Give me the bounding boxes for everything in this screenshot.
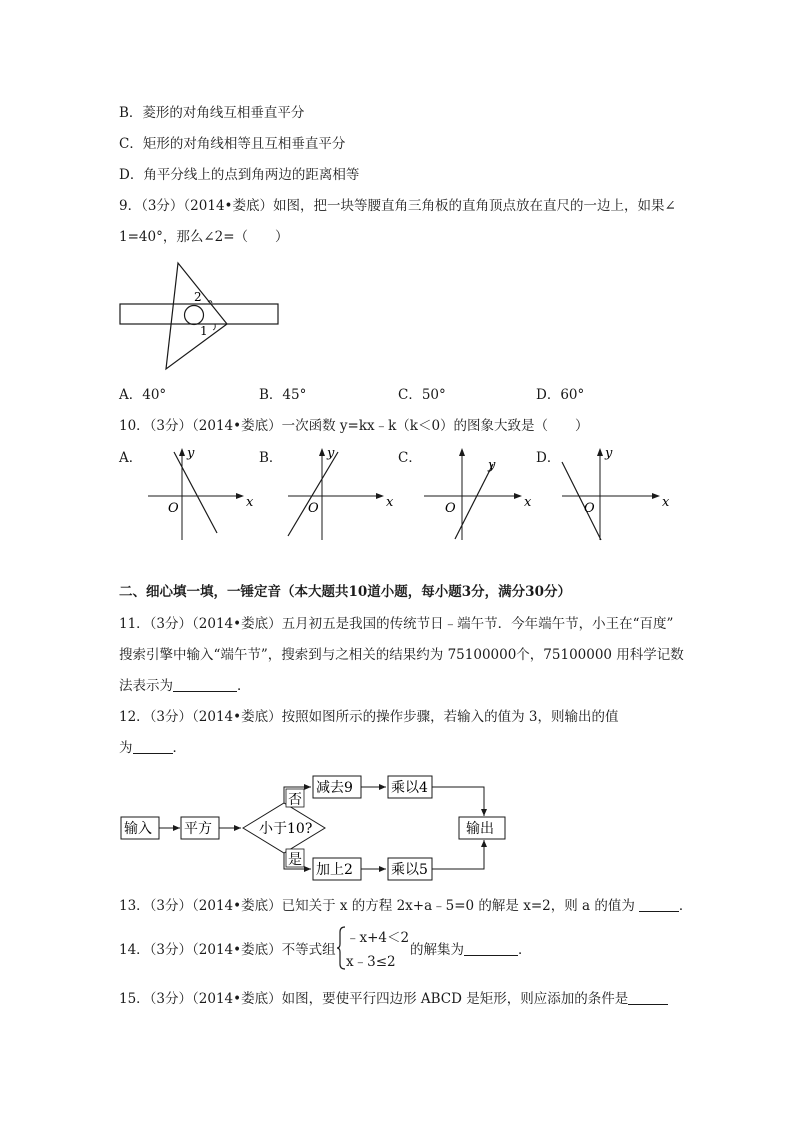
q10-option-a-label: A． <box>119 450 143 466</box>
q11-answer-blank <box>173 677 237 692</box>
q11-line3-end: ． <box>237 678 251 694</box>
q9-stem-line2: 1=40°，那么∠2=（ ） <box>119 229 289 245</box>
flow-times5-text: 乘以5 <box>391 862 428 878</box>
q14-suffix-text: 的解集为 <box>410 942 464 958</box>
x-axis-label: x <box>386 495 394 510</box>
q8-option-c: C．矩形的对角线相等且互相垂直平分 <box>119 136 346 152</box>
q15-text: 15．（3分）（2014•娄底）如图，要使平行四边形 ABCD 是矩形，则应添加的条件是 <box>119 991 629 1007</box>
q9-ruler-triangle-figure <box>110 255 300 380</box>
x-axis-arrow <box>236 493 244 499</box>
y-axis-arrow <box>597 448 603 456</box>
q11-stem-line3 <box>119 677 251 695</box>
x-axis-label: x <box>524 495 532 510</box>
flow-plus2-text: 加上2 <box>316 862 353 878</box>
q12-line2-text: 为 <box>119 740 133 756</box>
x-axis-arrow <box>514 493 522 499</box>
q12-stem-line2 <box>119 739 186 757</box>
flow-no-label: 否 <box>288 792 302 808</box>
flow-arrow-times4-output <box>432 787 484 816</box>
q14-inequality-system <box>336 924 408 972</box>
q9-stem-line1: 9．（3分）（2014•娄底）如图，把一块等腰直角三角板的直角顶点放在直尺的一边上，如果∠ <box>119 198 676 214</box>
q8-option-b: B．菱形的对角线互相垂直平分 <box>119 105 305 121</box>
flow-input-text: 输入 <box>124 821 152 837</box>
y-axis-arrow <box>319 448 325 456</box>
flow-arrow-times5-output <box>432 840 484 869</box>
q12-stem-line1: 12．（3分）（2014•娄底）按照如图所示的操作步骤，若输入的值为 3，则输出的值 <box>119 709 619 725</box>
origin-label: O <box>445 501 456 516</box>
q11-stem-line2: 搜索引擎中输入“端午节”，搜索到与之相关的结果约为 75100000个，75100000 用科学记数 <box>119 647 684 663</box>
set-square-hole <box>185 306 204 325</box>
q10-option-d-label: D． <box>536 450 561 466</box>
q14-inequality-1: ﹣x+4＜2 <box>346 930 410 946</box>
function-line <box>455 464 493 539</box>
q14-brace <box>336 926 346 970</box>
q13-stem <box>119 897 692 915</box>
q13-end: ． <box>678 898 693 914</box>
q12-answer-blank <box>133 739 173 754</box>
q10-graph-a <box>140 440 265 545</box>
set-square-triangle <box>166 263 227 369</box>
q11-line3-text: 法表示为 <box>119 678 173 694</box>
q9-option-c: C．50° <box>398 387 446 403</box>
y-axis-arrow <box>459 448 465 456</box>
x-axis-arrow <box>376 493 384 499</box>
q14-answer-blank <box>464 941 518 956</box>
q13-text: 13．（3分）（2014•娄底）已知关于 x 的方程 2x+a﹣5=0 的解是 x=2，则 a 的值为 <box>119 898 635 914</box>
flow-square-text: 平方 <box>184 821 212 837</box>
q9-option-d: D．60° <box>536 387 585 403</box>
q8-option-d: D．角平分线上的点到角两边的距离相等 <box>119 167 360 183</box>
flow-minus9-text: 减去9 <box>316 780 353 796</box>
section-2-heading: 二、细心填一填，一锤定音（本大题共10道小题，每小题3分，满分30分） <box>119 584 571 600</box>
q13-answer-blank <box>639 897 679 912</box>
origin-label: O <box>168 501 179 516</box>
angle-2-label: 2 <box>194 290 202 304</box>
y-axis-label: y <box>327 446 335 461</box>
function-line <box>562 462 601 540</box>
angle-1-label: 1 <box>200 324 208 338</box>
flow-times4-text: 乘以4 <box>391 780 428 796</box>
q9-option-a: A．40° <box>119 387 167 403</box>
q14-end: ． <box>518 942 532 958</box>
y-axis-arrow <box>179 448 185 456</box>
q12-flowchart <box>110 765 520 890</box>
q14-stem-prefix: 14．（3分）（2014•娄底）不等式组 <box>119 942 336 958</box>
angle-1-arc <box>213 324 215 330</box>
q12-line2-end: ． <box>172 740 186 756</box>
flow-output-text: 输出 <box>466 821 494 837</box>
q11-stem-line1: 11．（3分）（2014•娄底）五月初五是我国的传统节日﹣端午节．今年端午节，小王在“百度” <box>119 616 674 632</box>
origin-label: O <box>584 501 595 516</box>
q9-option-b: B．45° <box>259 387 307 403</box>
q14-stem-suffix <box>410 941 532 959</box>
q10-graph-b <box>280 440 405 545</box>
origin-label: O <box>308 501 319 516</box>
q15-answer-blank <box>628 990 668 1005</box>
flow-decision-text: 小于10? <box>259 821 313 837</box>
q10-stem: 10．（3分）（2014•娄底）一次函数 y=kx﹣k（k＜0）的图象大致是（ ） <box>119 418 589 434</box>
x-axis-label: x <box>662 495 670 510</box>
function-line <box>288 452 338 536</box>
q10-option-c-label: C． <box>398 450 422 466</box>
flow-yes-label: 是 <box>288 852 302 868</box>
x-axis-arrow <box>652 493 660 499</box>
y-axis-label: y <box>488 458 496 473</box>
q10-option-b-label: B． <box>259 450 283 466</box>
q10-graph-c <box>418 440 543 545</box>
y-axis-label: y <box>605 446 613 461</box>
y-axis-label: y <box>187 446 195 461</box>
q10-graph-d <box>556 440 681 545</box>
x-axis-label: x <box>246 495 254 510</box>
function-line <box>174 452 217 533</box>
q14-inequality-2: x﹣3≤2 <box>346 954 396 970</box>
q15-stem <box>119 990 668 1008</box>
